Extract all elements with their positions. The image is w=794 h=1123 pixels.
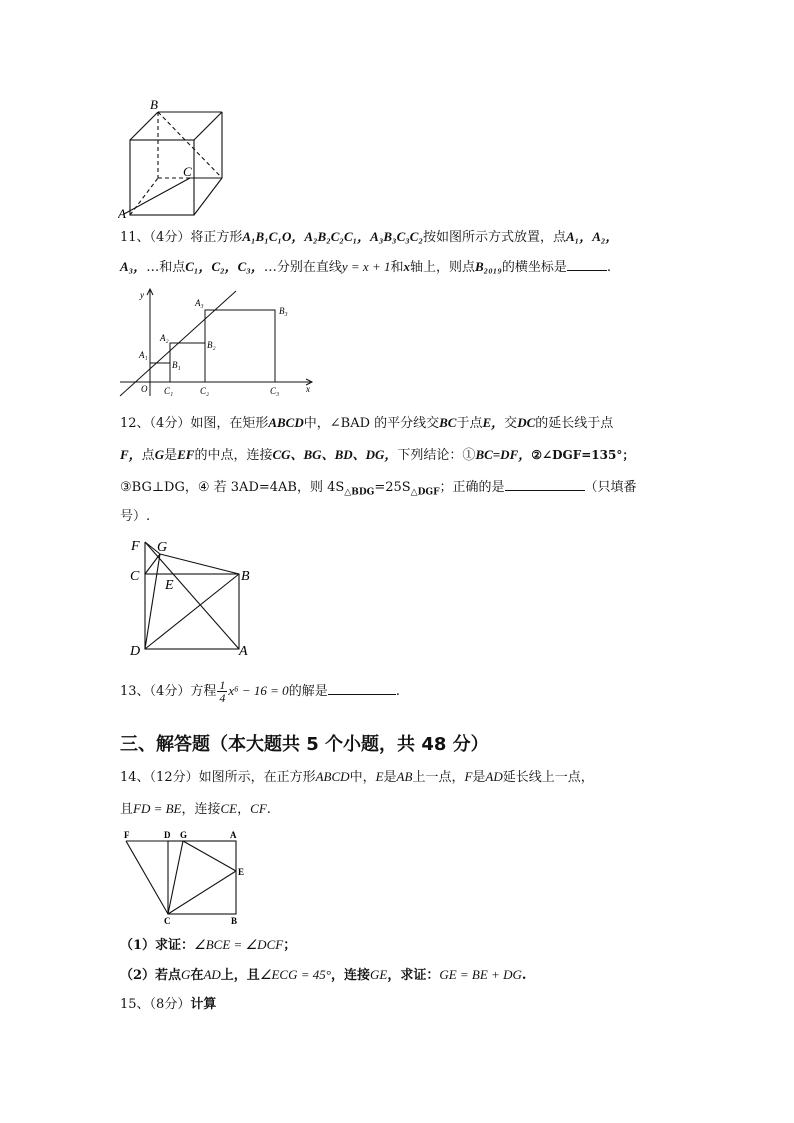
q12-text: 于点: [456, 416, 483, 431]
cube-label-a: A: [118, 206, 126, 220]
q12-triangle1: △BDG: [344, 487, 375, 498]
rectangle-figure: [128, 534, 258, 658]
q12-line3: [120, 478, 637, 502]
q11-line-equation: y = x + 1: [341, 259, 391, 274]
q14-text: 中，: [349, 770, 376, 785]
q13-answer-blank[interactable]: [328, 682, 396, 695]
q12-ef: EF: [177, 447, 195, 462]
fig14-a-label: A: [230, 830, 237, 840]
q14-part2-g: G: [181, 967, 191, 982]
q12-triangle2: △DGF: [410, 487, 440, 498]
q12-text: 中，∠BAD 的平分线交: [303, 416, 440, 431]
q12-number: 12、: [120, 416, 150, 431]
q12-text: 是: [164, 448, 178, 463]
q13-fraction: [217, 679, 227, 704]
cube-figure: [118, 96, 228, 220]
q13-equation: x⁶ − 16 = 0: [228, 683, 289, 698]
q11-line2: [120, 258, 611, 277]
q14-part2-angle: ∠ECG = 45°: [259, 967, 331, 982]
q14-score: （12分）: [149, 770, 199, 785]
q11-points-a: A₁，A₂，: [566, 229, 619, 244]
q12-text: ③BG⊥DG，④ 若 3AD=4AB，则 4S: [120, 480, 345, 495]
fig11-a3-label: A₃: [195, 298, 204, 308]
q14-part2-text: ，求证：: [387, 968, 440, 983]
q14-line1: [120, 768, 594, 787]
q13-end: .: [395, 684, 400, 699]
q14-part2-ge: GE: [369, 967, 388, 982]
fig14-b-label: B: [231, 916, 238, 926]
q11-square3: A₃B₃C₃C₂: [370, 229, 423, 244]
q15-text: 计算: [190, 997, 217, 1012]
fig11-c1-label: C₁: [164, 386, 174, 396]
q14-part2-ad: AD: [203, 967, 221, 982]
fig12-b-label: B: [241, 569, 250, 584]
fig11-o-label: O: [141, 384, 148, 394]
q12-e: E，: [482, 415, 505, 430]
q14-e: E: [375, 769, 384, 784]
q12-text: =25S: [374, 480, 411, 495]
q14-ab: AB: [396, 769, 413, 784]
q11-text: 和: [390, 260, 404, 275]
q13-numerator: 1: [219, 678, 226, 692]
fig12-a-label: A: [239, 644, 248, 658]
fig14-d-label: D: [164, 830, 171, 840]
q14-part1: [120, 936, 296, 955]
squares-figure: [116, 286, 321, 400]
q14-part2-label: （2）若点: [120, 968, 182, 983]
fig14-e-label: E: [238, 867, 245, 877]
fig11-x-label: x: [306, 384, 310, 394]
q14-part1-label: （1）求证：: [120, 938, 195, 953]
q12-text: 号）.: [120, 509, 151, 524]
q11-points-c: C₁，C₂，C₃，: [185, 259, 264, 274]
cube-label-b: B: [150, 97, 158, 112]
q14-text: 是: [472, 770, 486, 785]
q11-point-a3: A₃，: [120, 259, 147, 274]
fig14-f-label: F: [124, 830, 130, 840]
q12-text: 的延长线于点: [535, 416, 614, 431]
q14-line2: [120, 800, 271, 819]
q12-abcd: ABCD: [268, 415, 304, 430]
q14-ce: CE: [220, 801, 238, 816]
q14-ad: AD: [485, 769, 503, 784]
q13-denominator: 4: [219, 691, 226, 705]
q12-text: 交: [504, 416, 518, 431]
q14-text: 如图所示，在正方形: [198, 770, 316, 785]
q12-text: 下列结论：①: [397, 448, 476, 463]
fig12-c-label: C: [130, 569, 140, 584]
fig14-c-label: C: [164, 916, 171, 926]
q12-line4: [120, 508, 150, 526]
fig11-c2-label: C₂: [200, 386, 210, 396]
q14-text: 上一点，: [412, 770, 465, 785]
q12-g: G: [154, 447, 165, 462]
q11-answer-blank[interactable]: [567, 258, 607, 271]
cube-label-c: C: [183, 164, 192, 179]
q14-part2-text: 上，且: [220, 968, 260, 983]
q11-line1: [120, 228, 618, 247]
q14-text: 是: [383, 770, 397, 785]
q11-end: .: [606, 260, 611, 275]
q14-number: 14、: [120, 770, 150, 785]
q14-text: 延长线上一点，: [502, 770, 594, 785]
q11-square1: A₁B₁C₁O，: [242, 229, 305, 244]
q14-cf: CF: [250, 801, 267, 816]
fig11-b1-label: B₁: [172, 360, 181, 370]
q11-text: 按如图所示方式放置，点: [422, 230, 566, 245]
q14-f: F: [464, 769, 473, 784]
fig12-g-label: G: [157, 540, 168, 555]
q13-text: 方程: [190, 684, 217, 699]
q14-text: ，连接: [181, 802, 221, 817]
q13-line: [120, 678, 400, 705]
q12-segments: CG、BG、BD、DG，: [272, 447, 398, 462]
q11-text: 将正方形: [190, 230, 243, 245]
q13-text: 的解是: [288, 684, 328, 699]
q11-x-axis: x: [403, 259, 410, 274]
fig11-a2-label: A₂: [160, 333, 169, 343]
q12-text: 的中点，连接: [194, 448, 273, 463]
q12-bc: BC: [439, 415, 457, 430]
q12-text: 如图，在矩形: [190, 416, 269, 431]
q11-square2: A₂B₂C₂C₁，: [304, 229, 371, 244]
fig12-d-label: D: [130, 644, 141, 658]
q14-part2-text: 在: [190, 968, 204, 983]
fig11-a1-label: A₁: [139, 350, 148, 360]
q14-text: 且: [120, 802, 134, 817]
q12-conclusion1: BC=DF，: [475, 447, 532, 462]
q12-score: （4分）: [149, 416, 191, 431]
fig11-b3-label: B₃: [279, 306, 288, 316]
q15-number: 15、: [120, 997, 150, 1012]
fig14-g-label: G: [180, 830, 188, 840]
fig12-e-label: E: [165, 578, 174, 593]
q15-line: [120, 996, 216, 1014]
q14-equation: FD = BE: [133, 801, 182, 816]
q12-f: F，: [120, 447, 142, 462]
q11-target-point: B₂₀₁₉: [475, 259, 502, 274]
q12-line1: [120, 414, 613, 433]
q11-number: 11、: [120, 230, 150, 245]
q14-part2-end: .: [521, 968, 527, 983]
q12-dc: DC: [517, 415, 536, 430]
fig11-b2-label: B₂: [207, 340, 216, 350]
square-figure: [120, 828, 250, 928]
q14-abcd: ABCD: [315, 769, 350, 784]
q11-text: …和点: [146, 260, 186, 275]
q11-text: …分别在直线: [263, 260, 342, 275]
q14-part2: [120, 966, 526, 985]
q11-text: 轴上，则点: [409, 260, 475, 275]
q12-answer-blank[interactable]: [505, 478, 585, 491]
q12-text: ；正确的是: [439, 480, 505, 495]
q14-text: ，: [237, 802, 251, 817]
q12-text: 点: [141, 448, 155, 463]
q12-line2: [120, 446, 634, 465]
q14-text: .: [266, 802, 271, 817]
fig11-c3-label: C₃: [270, 386, 280, 396]
q13-number: 13、: [120, 684, 150, 699]
q13-score: （4分）: [149, 684, 191, 699]
q11-score: （4分）: [149, 230, 191, 245]
fig11-y-label: y: [140, 290, 144, 300]
q11-text: 的横坐标是: [501, 260, 567, 275]
q12-conclusion2: ②∠DGF=135°；: [531, 448, 635, 462]
q12-text: （只填番: [584, 480, 637, 495]
q14-part1-end: ；: [283, 938, 297, 953]
q14-part2-equation: GE = BE + DG: [439, 967, 522, 982]
q15-score: （8分）: [149, 997, 191, 1012]
q14-part2-text: ，连接: [330, 968, 370, 983]
section-3-title: 三、解答题（本大题共 5 个小题，共 48 分）: [120, 734, 489, 755]
fig12-f-label: F: [131, 539, 140, 554]
q14-part1-expr: ∠BCE = ∠DCF: [194, 937, 284, 952]
